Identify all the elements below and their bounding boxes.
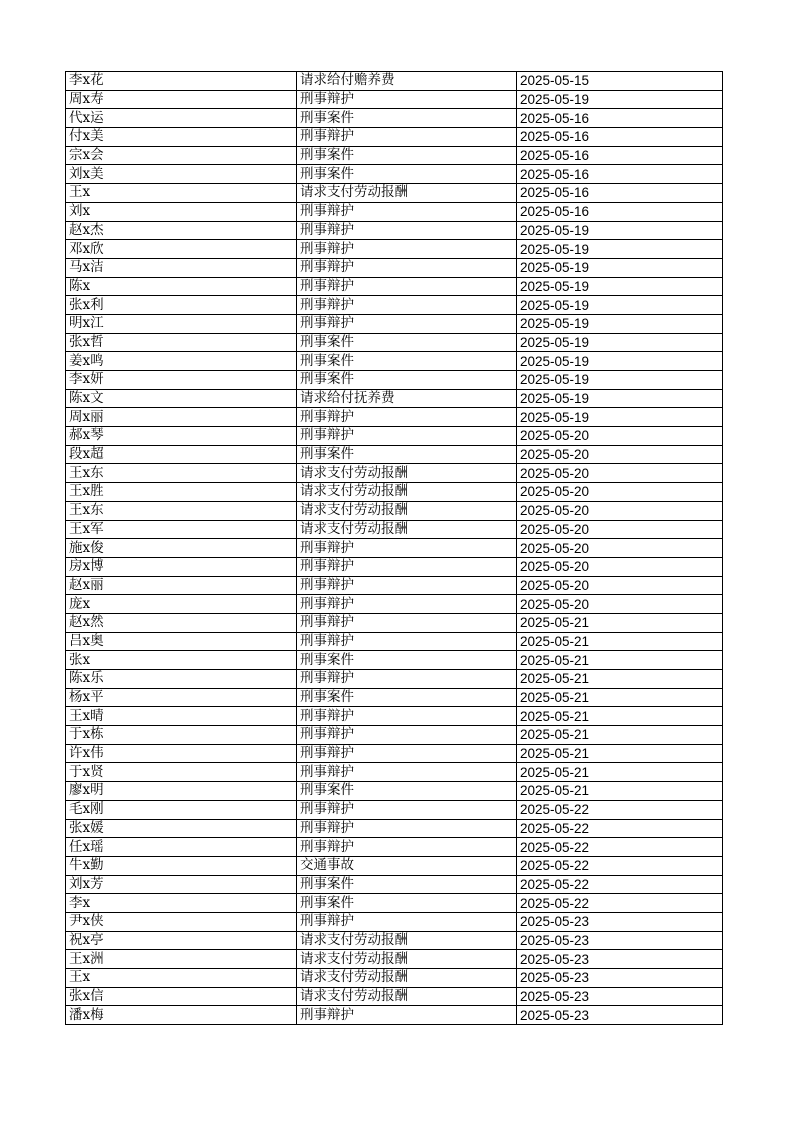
date-cell: 2025-05-21 xyxy=(517,632,723,651)
table-row xyxy=(66,314,723,333)
case-type-cell: 请求支付劳动报酬 xyxy=(297,931,517,950)
table-row xyxy=(66,240,723,259)
table-row xyxy=(66,389,723,408)
table-row xyxy=(66,595,723,614)
client-name-cell: 赵x然 xyxy=(66,613,297,632)
client-name-cell: 郝x琴 xyxy=(66,427,297,446)
date-cell: 2025-05-19 xyxy=(517,90,723,109)
date-cell: 2025-05-23 xyxy=(517,1006,723,1025)
case-type-cell: 请求支付劳动报酬 xyxy=(297,501,517,520)
client-name-cell: 杨x平 xyxy=(66,688,297,707)
table-row xyxy=(66,726,723,745)
date-cell: 2025-05-19 xyxy=(517,277,723,296)
client-name-cell: 张x媛 xyxy=(66,819,297,838)
date-cell: 2025-05-21 xyxy=(517,688,723,707)
case-type-cell: 刑事案件 xyxy=(297,371,517,390)
client-name-cell: 吕x奥 xyxy=(66,632,297,651)
date-cell: 2025-05-19 xyxy=(517,258,723,277)
client-name-cell: 宗x会 xyxy=(66,146,297,165)
case-type-cell: 请求给付赡养费 xyxy=(297,72,517,91)
table-row xyxy=(66,72,723,91)
date-cell: 2025-05-19 xyxy=(517,240,723,259)
table-row xyxy=(66,763,723,782)
table-row xyxy=(66,371,723,390)
case-type-cell: 请求支付劳动报酬 xyxy=(297,987,517,1006)
case-type-cell: 刑事案件 xyxy=(297,352,517,371)
date-cell: 2025-05-21 xyxy=(517,613,723,632)
table-row xyxy=(66,539,723,558)
client-name-cell: 周x丽 xyxy=(66,408,297,427)
client-name-cell: 王x洲 xyxy=(66,950,297,969)
client-name-cell: 付x美 xyxy=(66,128,297,147)
table-row xyxy=(66,501,723,520)
table-row xyxy=(66,969,723,988)
table-row xyxy=(66,782,723,801)
case-type-cell: 刑事案件 xyxy=(297,782,517,801)
case-type-cell: 刑事辩护 xyxy=(297,576,517,595)
table-row xyxy=(66,707,723,726)
case-type-cell: 刑事辩护 xyxy=(297,838,517,857)
date-cell: 2025-05-19 xyxy=(517,333,723,352)
client-name-cell: 张x xyxy=(66,651,297,670)
client-name-cell: 庞x xyxy=(66,595,297,614)
table-row xyxy=(66,165,723,184)
date-cell: 2025-05-20 xyxy=(517,445,723,464)
date-cell: 2025-05-19 xyxy=(517,221,723,240)
client-name-cell: 毛x刚 xyxy=(66,800,297,819)
client-name-cell: 任x瑶 xyxy=(66,838,297,857)
date-cell: 2025-05-19 xyxy=(517,314,723,333)
case-type-cell: 刑事案件 xyxy=(297,875,517,894)
table-row xyxy=(66,744,723,763)
client-name-cell: 张x信 xyxy=(66,987,297,1006)
date-cell: 2025-05-23 xyxy=(517,987,723,1006)
case-type-cell: 刑事辩护 xyxy=(297,258,517,277)
date-cell: 2025-05-19 xyxy=(517,389,723,408)
date-cell: 2025-05-20 xyxy=(517,501,723,520)
case-type-cell: 刑事辩护 xyxy=(297,557,517,576)
case-type-cell: 请求支付劳动报酬 xyxy=(297,969,517,988)
table-row xyxy=(66,613,723,632)
case-type-cell: 刑事案件 xyxy=(297,651,517,670)
table-row xyxy=(66,557,723,576)
client-name-cell: 牛x勤 xyxy=(66,856,297,875)
date-cell: 2025-05-16 xyxy=(517,128,723,147)
case-type-cell: 刑事辩护 xyxy=(297,763,517,782)
table-row xyxy=(66,90,723,109)
date-cell: 2025-05-21 xyxy=(517,726,723,745)
client-name-cell: 王x东 xyxy=(66,464,297,483)
client-name-cell: 祝x亭 xyxy=(66,931,297,950)
client-name-cell: 赵x丽 xyxy=(66,576,297,595)
client-name-cell: 陈x xyxy=(66,277,297,296)
table-row xyxy=(66,202,723,221)
case-type-cell: 刑事辩护 xyxy=(297,819,517,838)
date-cell: 2025-05-20 xyxy=(517,427,723,446)
table-row xyxy=(66,651,723,670)
table-row xyxy=(66,146,723,165)
table-row xyxy=(66,296,723,315)
client-name-cell: 陈x乐 xyxy=(66,670,297,689)
date-cell: 2025-05-19 xyxy=(517,296,723,315)
table-row xyxy=(66,184,723,203)
table-row xyxy=(66,576,723,595)
table-row xyxy=(66,520,723,539)
date-cell: 2025-05-22 xyxy=(517,856,723,875)
date-cell: 2025-05-16 xyxy=(517,184,723,203)
table-row xyxy=(66,128,723,147)
client-name-cell: 陈x文 xyxy=(66,389,297,408)
client-name-cell: 赵x杰 xyxy=(66,221,297,240)
case-type-cell: 请求支付劳动报酬 xyxy=(297,184,517,203)
table-row xyxy=(66,912,723,931)
client-name-cell: 张x利 xyxy=(66,296,297,315)
client-name-cell: 廖x明 xyxy=(66,782,297,801)
date-cell: 2025-05-16 xyxy=(517,202,723,221)
case-type-cell: 刑事辩护 xyxy=(297,296,517,315)
table-row xyxy=(66,445,723,464)
case-type-cell: 请求支付劳动报酬 xyxy=(297,464,517,483)
date-cell: 2025-05-23 xyxy=(517,912,723,931)
date-cell: 2025-05-19 xyxy=(517,352,723,371)
date-cell: 2025-05-22 xyxy=(517,819,723,838)
client-name-cell: 许x伟 xyxy=(66,744,297,763)
case-type-cell: 刑事辩护 xyxy=(297,128,517,147)
date-cell: 2025-05-21 xyxy=(517,782,723,801)
client-name-cell: 代x运 xyxy=(66,109,297,128)
client-name-cell: 李x xyxy=(66,894,297,913)
table-row xyxy=(66,109,723,128)
table-row xyxy=(66,464,723,483)
date-cell: 2025-05-21 xyxy=(517,763,723,782)
date-cell: 2025-05-20 xyxy=(517,520,723,539)
case-table-body xyxy=(66,72,723,1025)
table-row xyxy=(66,277,723,296)
case-type-cell: 刑事辩护 xyxy=(297,277,517,296)
date-cell: 2025-05-20 xyxy=(517,464,723,483)
case-type-cell: 刑事辩护 xyxy=(297,707,517,726)
client-name-cell: 于x栋 xyxy=(66,726,297,745)
case-type-cell: 刑事辩护 xyxy=(297,539,517,558)
client-name-cell: 李x花 xyxy=(66,72,297,91)
table-row xyxy=(66,352,723,371)
case-type-cell: 刑事辩护 xyxy=(297,408,517,427)
client-name-cell: 邓x欣 xyxy=(66,240,297,259)
date-cell: 2025-05-20 xyxy=(517,576,723,595)
case-type-cell: 刑事辩护 xyxy=(297,202,517,221)
case-type-cell: 刑事辩护 xyxy=(297,595,517,614)
date-cell: 2025-05-22 xyxy=(517,838,723,857)
date-cell: 2025-05-23 xyxy=(517,950,723,969)
case-type-cell: 刑事辩护 xyxy=(297,221,517,240)
date-cell: 2025-05-16 xyxy=(517,165,723,184)
date-cell: 2025-05-19 xyxy=(517,371,723,390)
table-row xyxy=(66,427,723,446)
case-type-cell: 刑事辩护 xyxy=(297,90,517,109)
client-name-cell: 马x洁 xyxy=(66,258,297,277)
client-name-cell: 于x贤 xyxy=(66,763,297,782)
client-name-cell: 明x江 xyxy=(66,314,297,333)
table-row xyxy=(66,875,723,894)
date-cell: 2025-05-21 xyxy=(517,670,723,689)
date-cell: 2025-05-20 xyxy=(517,557,723,576)
case-type-cell: 请求支付劳动报酬 xyxy=(297,483,517,502)
table-row xyxy=(66,333,723,352)
case-table xyxy=(65,71,723,1025)
client-name-cell: 施x俊 xyxy=(66,539,297,558)
client-name-cell: 王x xyxy=(66,184,297,203)
date-cell: 2025-05-20 xyxy=(517,483,723,502)
case-type-cell: 请求支付劳动报酬 xyxy=(297,950,517,969)
client-name-cell: 周x寿 xyxy=(66,90,297,109)
date-cell: 2025-05-16 xyxy=(517,109,723,128)
date-cell: 2025-05-23 xyxy=(517,931,723,950)
date-cell: 2025-05-21 xyxy=(517,651,723,670)
date-cell: 2025-05-19 xyxy=(517,408,723,427)
table-row xyxy=(66,408,723,427)
case-type-cell: 刑事辩护 xyxy=(297,744,517,763)
case-type-cell: 刑事辩护 xyxy=(297,1006,517,1025)
date-cell: 2025-05-22 xyxy=(517,894,723,913)
case-type-cell: 刑事辩护 xyxy=(297,613,517,632)
case-type-cell: 请求支付劳动报酬 xyxy=(297,520,517,539)
client-name-cell: 张x哲 xyxy=(66,333,297,352)
case-type-cell: 交通事故 xyxy=(297,856,517,875)
case-type-cell: 刑事案件 xyxy=(297,688,517,707)
case-type-cell: 刑事辩护 xyxy=(297,314,517,333)
case-type-cell: 刑事案件 xyxy=(297,165,517,184)
table-row xyxy=(66,950,723,969)
case-type-cell: 刑事案件 xyxy=(297,445,517,464)
table-row xyxy=(66,688,723,707)
client-name-cell: 尹x侠 xyxy=(66,912,297,931)
table-row xyxy=(66,931,723,950)
client-name-cell: 姜x鸣 xyxy=(66,352,297,371)
client-name-cell: 王x胜 xyxy=(66,483,297,502)
case-type-cell: 刑事辩护 xyxy=(297,800,517,819)
table-row xyxy=(66,221,723,240)
date-cell: 2025-05-15 xyxy=(517,72,723,91)
date-cell: 2025-05-21 xyxy=(517,744,723,763)
case-type-cell: 刑事辩护 xyxy=(297,670,517,689)
client-name-cell: 王x东 xyxy=(66,501,297,520)
case-type-cell: 刑事辩护 xyxy=(297,240,517,259)
date-cell: 2025-05-22 xyxy=(517,800,723,819)
date-cell: 2025-05-16 xyxy=(517,146,723,165)
client-name-cell: 王x xyxy=(66,969,297,988)
case-type-cell: 刑事案件 xyxy=(297,109,517,128)
table-row xyxy=(66,670,723,689)
case-type-cell: 刑事案件 xyxy=(297,333,517,352)
case-type-cell: 刑事辩护 xyxy=(297,912,517,931)
case-type-cell: 刑事辩护 xyxy=(297,726,517,745)
client-name-cell: 潘x梅 xyxy=(66,1006,297,1025)
table-row xyxy=(66,1006,723,1025)
table-row xyxy=(66,819,723,838)
table-row xyxy=(66,987,723,1006)
client-name-cell: 李x妍 xyxy=(66,371,297,390)
case-type-cell: 刑事案件 xyxy=(297,894,517,913)
table-row xyxy=(66,483,723,502)
case-type-cell: 刑事辩护 xyxy=(297,427,517,446)
case-type-cell: 刑事案件 xyxy=(297,146,517,165)
table-row xyxy=(66,632,723,651)
case-type-cell: 请求给付抚养费 xyxy=(297,389,517,408)
table-row xyxy=(66,856,723,875)
date-cell: 2025-05-22 xyxy=(517,875,723,894)
table-row xyxy=(66,894,723,913)
table-row xyxy=(66,838,723,857)
table-row xyxy=(66,258,723,277)
client-name-cell: 段x超 xyxy=(66,445,297,464)
date-cell: 2025-05-23 xyxy=(517,969,723,988)
client-name-cell: 刘x xyxy=(66,202,297,221)
client-name-cell: 房x博 xyxy=(66,557,297,576)
date-cell: 2025-05-21 xyxy=(517,707,723,726)
date-cell: 2025-05-20 xyxy=(517,539,723,558)
date-cell: 2025-05-20 xyxy=(517,595,723,614)
case-type-cell: 刑事辩护 xyxy=(297,632,517,651)
client-name-cell: 刘x美 xyxy=(66,165,297,184)
client-name-cell: 王x军 xyxy=(66,520,297,539)
client-name-cell: 王x晴 xyxy=(66,707,297,726)
client-name-cell: 刘x芳 xyxy=(66,875,297,894)
table-row xyxy=(66,800,723,819)
